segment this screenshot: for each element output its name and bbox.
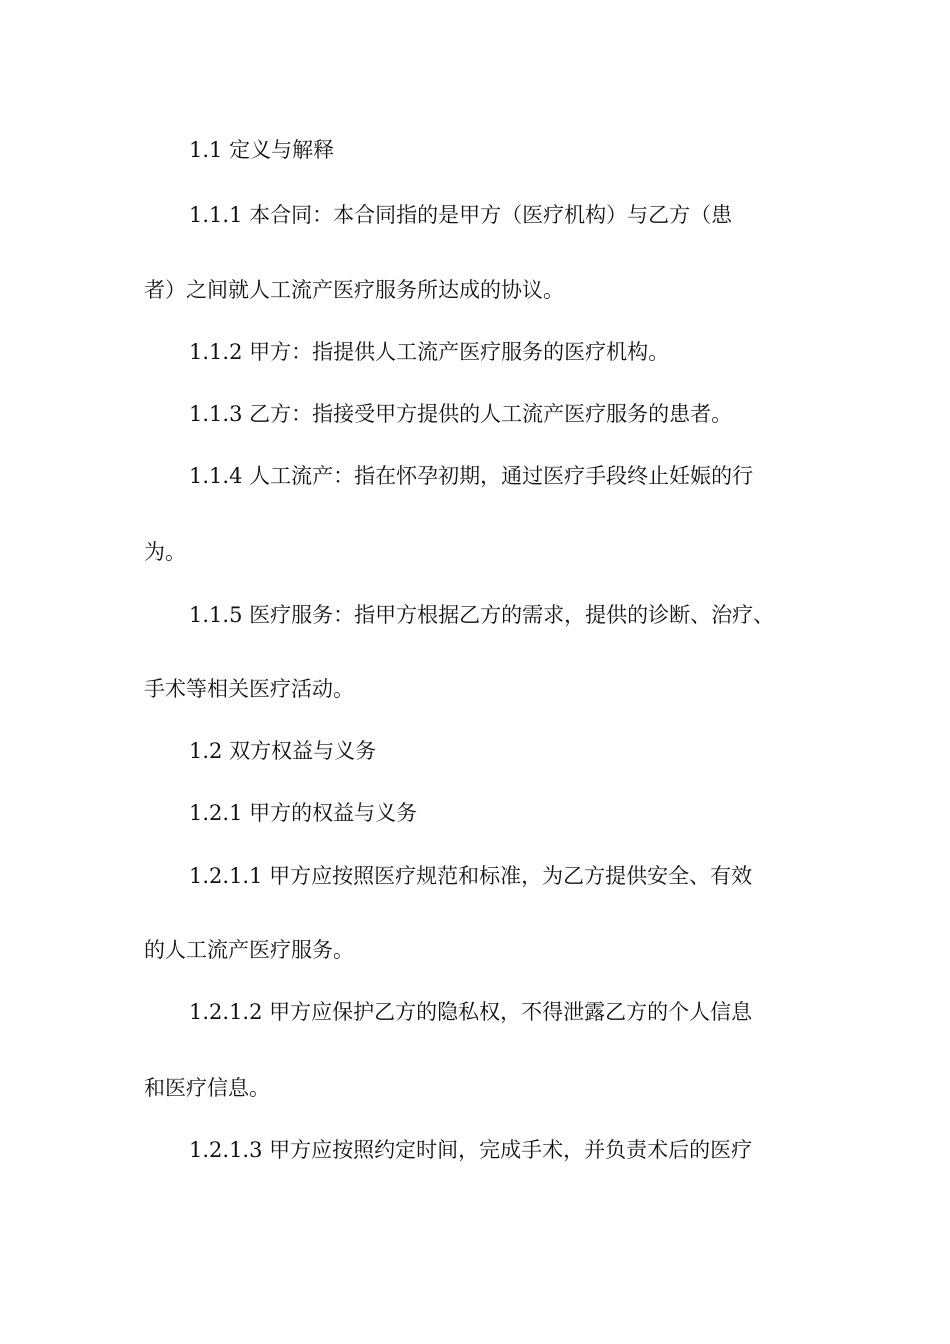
paragraph-line: 1.2.1.1 甲方应按照医疗规范和标准，为乙方提供安全、有效 bbox=[189, 864, 753, 888]
paragraph-line: 1.2.1.3 甲方应按照约定时间，完成手术，并负责术后的医疗 bbox=[189, 1138, 753, 1162]
paragraph-line: 1.1.5 医疗服务：指甲方根据乙方的需求，提供的诊断、治疗、 bbox=[189, 603, 775, 627]
paragraph-line: 和医疗信息。 bbox=[144, 1076, 270, 1100]
subsection-heading: 1.2.1 甲方的权益与义务 bbox=[189, 801, 418, 825]
paragraph-line: 1.1.4 人工流产：指在怀孕初期，通过医疗手段终止妊娠的行 bbox=[189, 464, 754, 488]
paragraph-line: 1.1.3 乙方：指接受甲方提供的人工流产医疗服务的患者。 bbox=[189, 402, 733, 426]
section-heading: 1.1 定义与解释 bbox=[189, 138, 335, 162]
paragraph-line: 的人工流产医疗服务。 bbox=[144, 938, 354, 962]
paragraph-line: 1.1.2 甲方：指提供人工流产医疗服务的医疗机构。 bbox=[189, 340, 670, 364]
paragraph-line: 手术等相关医疗活动。 bbox=[144, 677, 354, 701]
paragraph-line: 1.1.1 本合同：本合同指的是甲方（医疗机构）与乙方（患 bbox=[189, 203, 733, 227]
paragraph-line: 1.2.1.2 甲方应保护乙方的隐私权，不得泄露乙方的个人信息 bbox=[189, 1000, 753, 1024]
section-heading: 1.2 双方权益与义务 bbox=[189, 739, 377, 763]
paragraph-line: 者）之间就人工流产医疗服务所达成的协议。 bbox=[144, 278, 564, 302]
paragraph-line: 为。 bbox=[144, 540, 186, 564]
